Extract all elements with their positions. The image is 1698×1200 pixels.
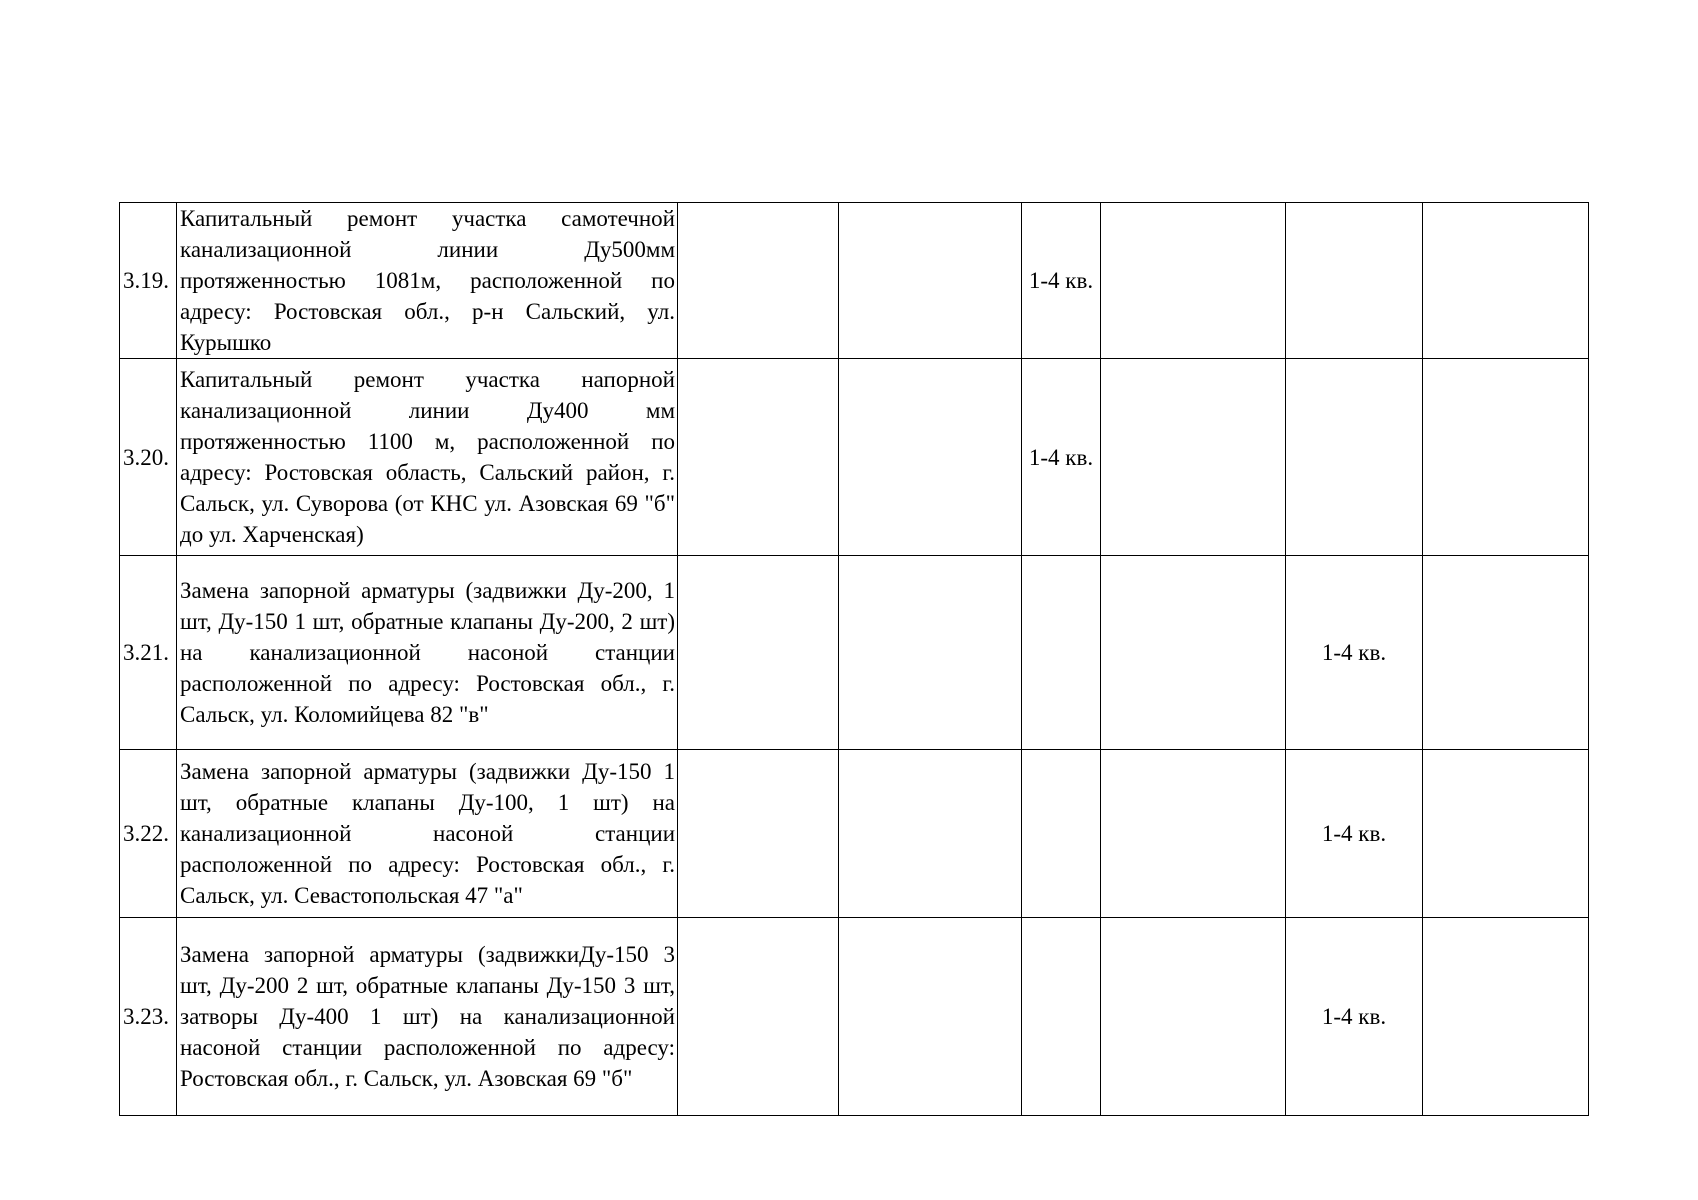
quarter-cell	[1286, 203, 1423, 359]
table-cell	[1423, 203, 1589, 359]
row-number: 3.23.	[120, 918, 177, 1116]
table-cell	[839, 918, 1022, 1116]
quarter-cell: 1-4 кв.	[1022, 359, 1101, 556]
quarter-cell	[1022, 918, 1101, 1116]
table-cell	[1101, 918, 1286, 1116]
work-description	[177, 359, 678, 556]
quarter-cell	[1022, 556, 1101, 750]
table-row	[120, 918, 1589, 1116]
work-description-text: Капитальный ремонт участка напорной канализационной линии Ду400 мм протяженностью 1100 м, расположенной по адресу: Ростовская область, Сальский район, г. Сальск, ул. Суворова (от КНС ул. Азовская 69 "б" до ул. Харченская)	[180, 367, 675, 547]
row-number: 3.20.	[120, 359, 177, 556]
quarter-cell: 1-4 кв.	[1286, 750, 1423, 918]
work-description-text: Замена запорной арматуры (задвижки Ду-200, 1 шт, Ду-150 1 шт, обратные клапаны Ду-200, 2 шт) на канализационной насоной станции расположенной по адресу: Ростовская обл., г. Сальск, ул. Коломийцева 82 "в"	[180, 578, 675, 727]
quarter-cell	[1286, 359, 1423, 556]
table-cell	[678, 203, 839, 359]
row-number: 3.22.	[120, 750, 177, 918]
work-description	[177, 203, 678, 359]
table-cell	[678, 556, 839, 750]
table-cell	[678, 750, 839, 918]
row-number: 3.19.	[120, 203, 177, 359]
quarter-cell	[1022, 750, 1101, 918]
work-description-text: Замена запорной арматуры (задвижки Ду-150 1 шт, обратные клапаны Ду-100, 1 шт) на канализационной насоной станции расположенной по адресу: Ростовская обл., г. Сальск, ул. Севастопольская 47 "а"	[180, 759, 675, 908]
table-row	[120, 556, 1589, 750]
table-cell	[1423, 918, 1589, 1116]
table-cell	[678, 359, 839, 556]
table-cell	[839, 203, 1022, 359]
work-description-text: Замена запорной арматуры (задвижкиДу-150 3 шт, Ду-200 2 шт, обратные клапаны Ду-150 3 шт, затворы Ду-400 1 шт) на канализационной насоной станции расположенной по адресу: Ростовская обл., г. Сальск, ул. Азовская 69 "б"	[180, 942, 675, 1091]
table-cell	[678, 918, 839, 1116]
table-row	[120, 359, 1589, 556]
work-description	[177, 750, 678, 918]
table-cell	[839, 750, 1022, 918]
table-cell	[1423, 359, 1589, 556]
table-cell	[1101, 556, 1286, 750]
work-schedule-table	[119, 202, 1589, 1116]
table-cell	[1101, 203, 1286, 359]
table-cell	[839, 556, 1022, 750]
quarter-cell: 1-4 кв.	[1022, 203, 1101, 359]
table-cell	[1101, 750, 1286, 918]
row-number: 3.21.	[120, 556, 177, 750]
work-description	[177, 918, 678, 1116]
table-cell	[839, 359, 1022, 556]
work-description	[177, 556, 678, 750]
table-cell	[1101, 359, 1286, 556]
table-cell	[1423, 556, 1589, 750]
quarter-cell: 1-4 кв.	[1286, 556, 1423, 750]
quarter-cell: 1-4 кв.	[1286, 918, 1423, 1116]
table-row	[120, 203, 1589, 359]
table-row	[120, 750, 1589, 918]
work-description-text: Капитальный ремонт участка самотечной канализационной линии Ду500мм протяженностью 1081м, расположенной по адресу: Ростовская обл., р-н Сальский, ул. Курышко	[180, 206, 675, 355]
table-cell	[1423, 750, 1589, 918]
